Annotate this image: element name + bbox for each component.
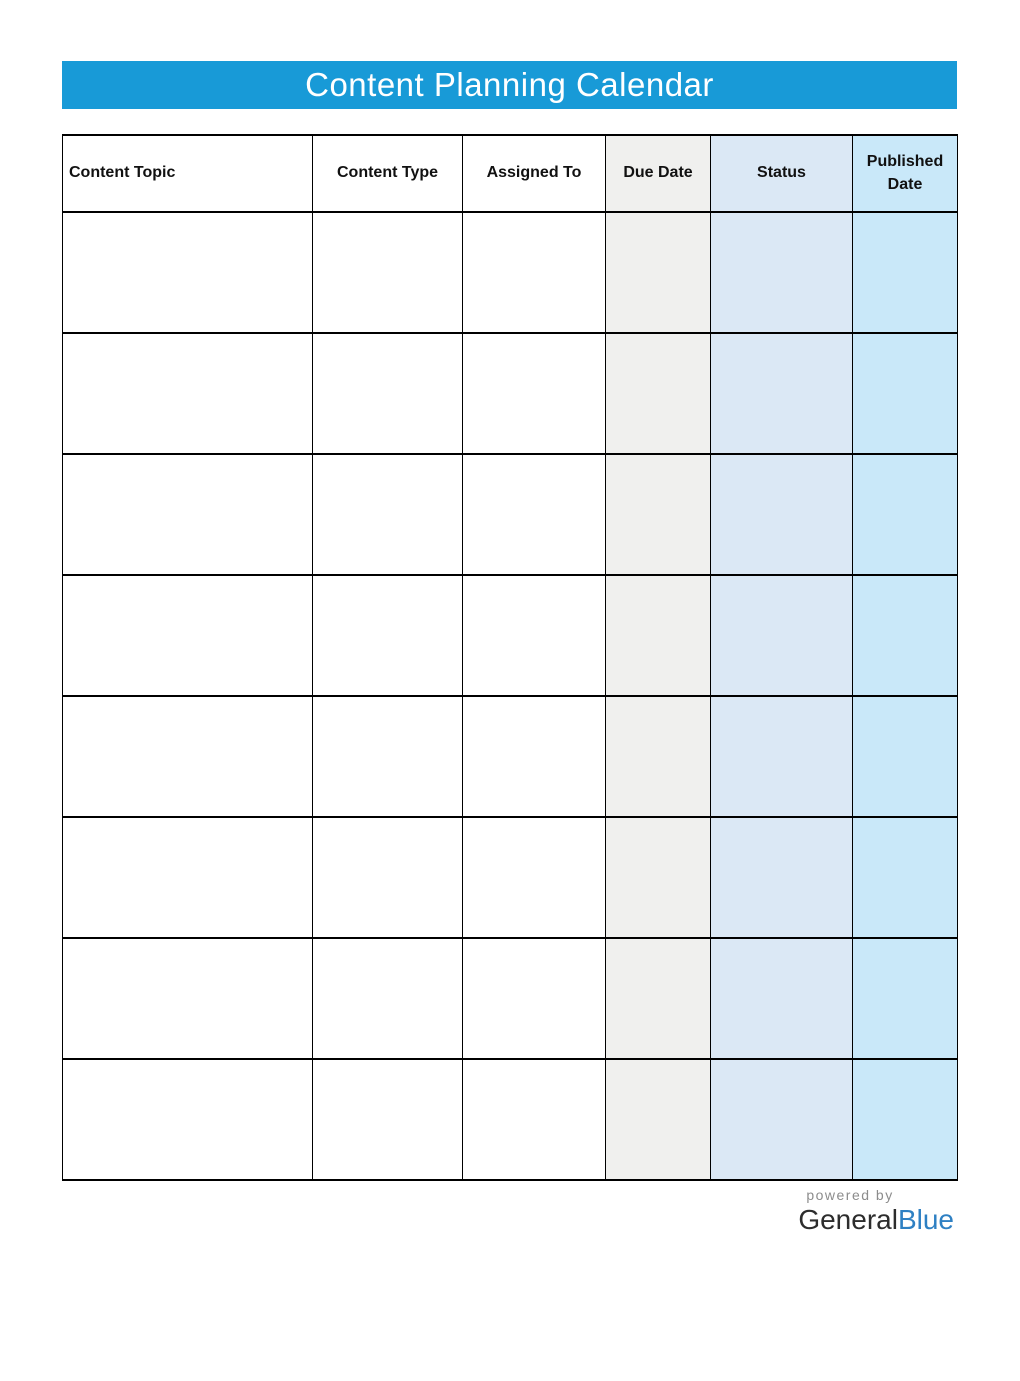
table-cell (313, 938, 463, 1059)
table-row (63, 575, 958, 696)
table-cell (463, 333, 606, 454)
table-cell (463, 212, 606, 333)
generalblue-logo (798, 1203, 954, 1237)
table-cell (463, 575, 606, 696)
table-cell (606, 817, 711, 938)
table-row (63, 1059, 958, 1180)
table-body (63, 212, 958, 1180)
table-cell (313, 454, 463, 575)
table-cell (313, 696, 463, 817)
table-row (63, 212, 958, 333)
table-cell (313, 212, 463, 333)
footer (0, 1188, 1020, 1237)
column-header-published-date: Published Date (853, 135, 958, 212)
table-cell (63, 454, 313, 575)
table-cell (313, 575, 463, 696)
table-cell (606, 938, 711, 1059)
column-header-status: Status (711, 135, 853, 212)
table-cell (63, 575, 313, 696)
table-cell (313, 1059, 463, 1180)
table-cell (853, 575, 958, 696)
table-cell (313, 817, 463, 938)
table-cell (463, 696, 606, 817)
brand-general-text: General (798, 1204, 898, 1236)
column-header-content-topic: Content Topic (63, 135, 313, 212)
table-cell (63, 333, 313, 454)
table-cell (711, 454, 853, 575)
header-row (63, 135, 958, 212)
table-cell (853, 212, 958, 333)
table-cell (711, 696, 853, 817)
table-row (63, 938, 958, 1059)
table-cell (711, 333, 853, 454)
column-header-assigned-to: Assigned To (463, 135, 606, 212)
table-cell (606, 696, 711, 817)
page-title: Content Planning Calendar (305, 66, 714, 103)
table-cell (853, 938, 958, 1059)
table-cell (711, 938, 853, 1059)
powered-by-label: powered by (806, 1187, 894, 1203)
table-cell (63, 212, 313, 333)
table-cell (711, 1059, 853, 1180)
table-row (63, 817, 958, 938)
table-cell (463, 817, 606, 938)
table-cell (463, 938, 606, 1059)
table-cell (606, 454, 711, 575)
table-cell (313, 333, 463, 454)
title-banner (62, 61, 957, 109)
table-row (63, 333, 958, 454)
column-header-due-date: Due Date (606, 135, 711, 212)
table-cell (606, 333, 711, 454)
column-header-content-type: Content Type (313, 135, 463, 212)
table-cell (606, 212, 711, 333)
table-row (63, 696, 958, 817)
table-cell (853, 696, 958, 817)
table-cell (711, 212, 853, 333)
table-cell (63, 817, 313, 938)
table-cell (853, 454, 958, 575)
table-cell (63, 1059, 313, 1180)
table-cell (463, 1059, 606, 1180)
brand-blue-text: Blue (897, 1204, 954, 1236)
table-cell (853, 333, 958, 454)
table-cell (711, 817, 853, 938)
table-cell (63, 938, 313, 1059)
table-cell (63, 696, 313, 817)
table-cell (711, 575, 853, 696)
table-cell (853, 817, 958, 938)
table-cell (853, 1059, 958, 1180)
table-cell (606, 575, 711, 696)
content-planning-table (62, 134, 958, 1181)
table-cell (463, 454, 606, 575)
table-row (63, 454, 958, 575)
table-cell (606, 1059, 711, 1180)
